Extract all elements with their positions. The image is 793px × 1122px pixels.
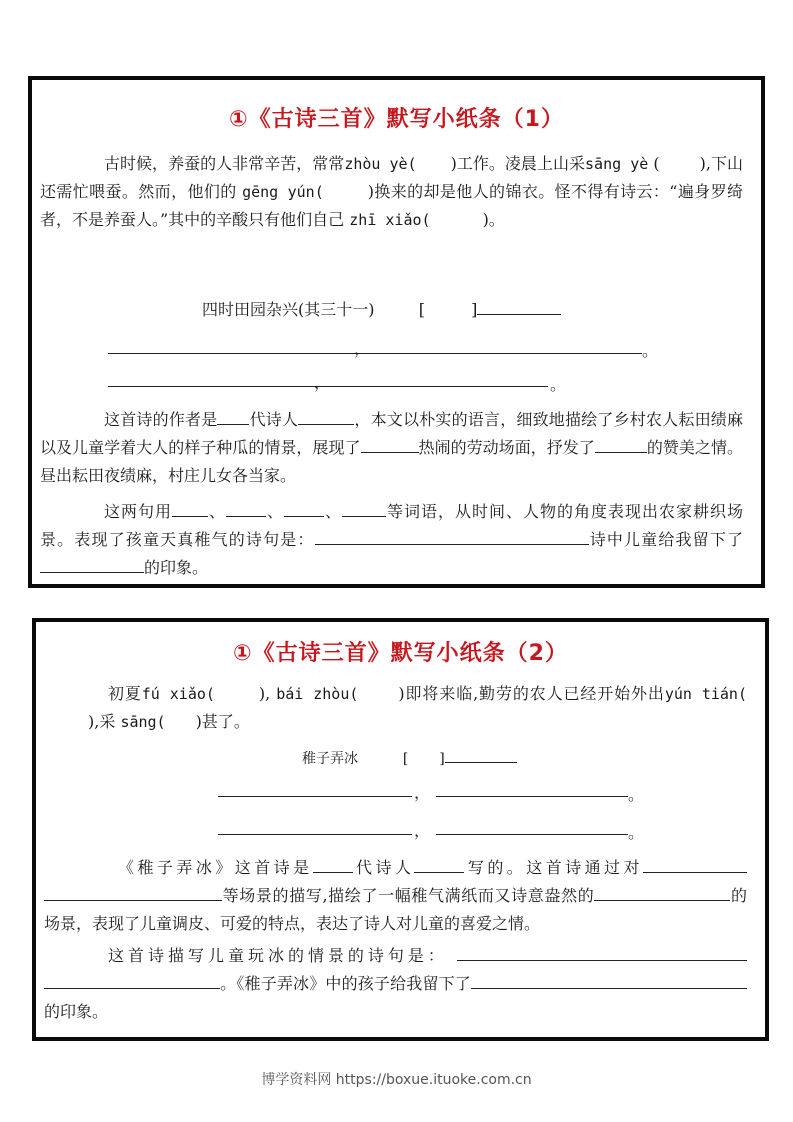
text: 的印象。 [44,1002,109,1021]
text: ( [653,154,660,173]
blank[interactable] [284,498,324,517]
scene-blank[interactable] [643,854,747,873]
text: 等场景的描写,描绘了一幅稚气满纸而又诗意盎然的 [222,886,595,905]
text: 《稚子弄冰》这首诗是 [118,858,313,877]
poem-line-1b-blank[interactable] [436,796,628,797]
author-blank[interactable] [445,744,517,763]
text: 热闹的劳动场面，抒发了 [418,438,595,457]
pinyin: yún tián( [664,685,747,703]
verse-blank[interactable] [315,526,575,545]
text: 代诗人 [249,410,299,429]
scene-blank-cont[interactable] [44,882,222,901]
poem-line-2b-blank[interactable] [436,834,628,835]
text: 。《稚子弄冰》中的孩子给我留下了 [220,974,471,993]
period: 。 [642,341,659,360]
poem-title: 稚子弄冰 [302,751,358,767]
text: )即将来临,勤劳的农人已经开始外出 [398,684,665,703]
card-title: ①《古诗三首》默写小纸条（2） [233,641,568,666]
text: 等词语，从时间、人物的角度表现出农家耕织场景。表现了孩童天真稚气的诗句是： [40,502,743,549]
impression-blank-cont[interactable] [707,970,747,989]
impression-blank[interactable] [40,554,144,573]
text: )换来的却是他人的锦衣。怪不得有诗云：“遍身罗绮者，不是养蚕人。”其中的辛酸只有他们自己 [40,182,743,229]
text: ，本文以朴实的语言，细致地描绘了乡村农人耘田绩麻以及儿童学着大人的样子种瓜的情景，展现了 [40,410,743,457]
poem-line-1-blank[interactable] [108,353,642,354]
text: 这首诗的作者是 [104,410,218,429]
impression-blank[interactable] [471,970,707,989]
text: )工作。凌晨上山采 [450,154,586,173]
comma: ， [414,783,431,802]
footer-watermark: 博学资料网 https://boxue.ituoke.com.cn [261,1072,532,1088]
comma: ， [314,373,331,392]
text: ),下山还需忙喂蚕。然而，他们的 [40,154,743,201]
text: )甚了。 [195,712,250,731]
period: 。 [628,823,645,842]
text: 初夏 [108,684,142,703]
verse-blank[interactable] [457,942,747,961]
period: 。 [628,785,645,804]
comma: ， [414,821,431,840]
text: ),采 [88,712,116,731]
pinyin: bái zhòu( [276,685,359,703]
question-1 [40,406,743,490]
intro-paragraph [44,680,747,736]
poem-title-row [202,296,561,320]
dictation-card-2 [32,618,769,1041]
comma: ， [354,339,371,358]
text: 、 [324,502,342,521]
blank[interactable] [226,498,266,517]
verse-blank-cont[interactable] [44,970,220,989]
blank[interactable] [594,882,680,901]
poem-line-1a-blank[interactable] [218,796,412,797]
poem-title-row [302,744,517,768]
blank-cont[interactable] [680,882,730,901]
text: 的赞美之情。 昼出耘田夜绩麻，村庄儿女各当家。 [40,438,743,485]
author-blank[interactable] [477,296,561,315]
text: 代诗人 [352,858,415,877]
pinyin: sāng yè [585,155,649,173]
blank[interactable] [172,498,208,517]
period: 。 [550,375,567,394]
text: 古时候，养蚕的人非常辛苦，常常 [104,154,345,173]
poet-blank[interactable] [414,854,464,873]
dictation-card-1 [28,76,765,588]
text: 、 [208,502,226,521]
text: )。 [482,210,505,229]
text: 的印象。 [144,558,209,577]
verse-blank-cont[interactable] [575,526,589,545]
pinyin: zhòu yè( [344,155,417,173]
pinyin: fú xiǎo( [141,685,215,703]
blank[interactable] [342,498,386,517]
question-1 [44,854,747,938]
text: 写的。这首诗通过对 [464,858,643,877]
question-2 [40,498,743,582]
text: 的场景，表现了儿童调皮、可爱的特点，表达了诗人对儿童的喜爱之情。 [44,886,747,933]
card-title: ①《古诗三首》默写小纸条（1） [229,107,564,132]
dynasty-blank[interactable] [313,854,353,873]
question-2 [44,942,747,1026]
blank[interactable] [361,434,419,453]
dynasty-bracket-open: [ [402,751,409,767]
poet-blank[interactable] [298,406,354,425]
pinyin: zhī xiǎo( [349,211,431,229]
dynasty-bracket-close: ] [471,300,478,319]
pinyin: gēng yún( [242,183,324,201]
dynasty-bracket-open: [ [418,300,425,319]
poem-title: 四时田园杂兴(其三十一) [202,300,375,319]
text: 这首诗描写儿童玩冰的情景的诗句是： [108,946,448,965]
intro-paragraph [40,150,743,234]
dynasty-bracket-close: ] [439,751,445,767]
text: 诗中儿童给我留下了 [588,530,743,549]
dynasty-blank[interactable] [217,406,249,425]
text: 这两句用 [104,502,172,521]
poem-line-2a-blank[interactable] [218,834,412,835]
blank[interactable] [595,434,647,453]
text: ), [258,684,271,703]
text: 、 [266,502,284,521]
pinyin: sāng( [120,713,166,731]
